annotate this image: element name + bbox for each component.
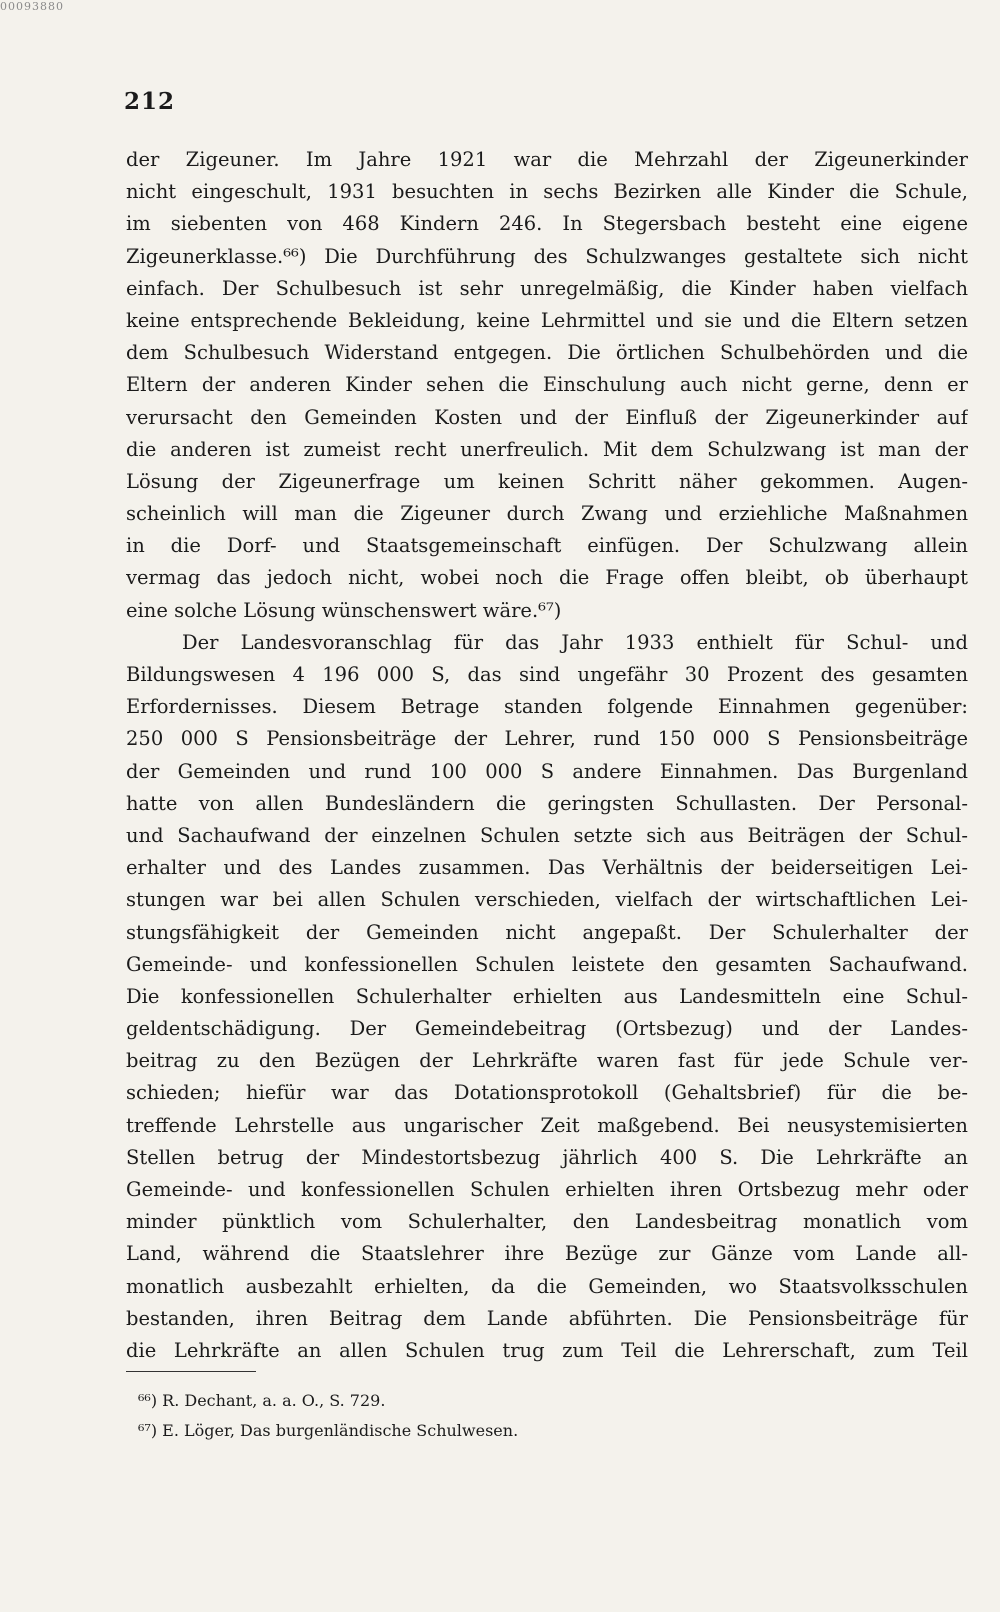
text-line: dem Schulbesuch Widerstand entgegen. Die örtlichen Schulbehörden und die — [126, 341, 968, 365]
text-line: 250 000 S Pensionsbeiträge der Lehrer, rund 150 000 S Pensionsbeiträge — [126, 727, 968, 751]
text-line: schieden; hiefür war das Dotationsprotokoll (Gehaltsbrief) für die be- — [126, 1081, 968, 1105]
body-text — [126, 144, 968, 1367]
text-line: der Gemeinden und rund 100 000 S andere Einnahmen. Das Burgenland — [126, 759, 968, 783]
text-line: stungsfähigkeit der Gemeinden nicht angepaßt. Der Schulerhalter der — [126, 920, 968, 944]
text-line: Die konfessionellen Schulerhalter erhielten aus Landesmitteln eine Schul- — [126, 984, 968, 1008]
text-line: minder pünktlich vom Schulerhalter, den Landesbeitrag monatlich vom — [126, 1210, 968, 1234]
text-line: nicht eingeschult, 1931 besuchten in sechs Bezirken alle Kinder die Schule, — [126, 180, 968, 204]
text-line: Bildungswesen 4 196 000 S, das sind ungefähr 30 Prozent des gesamten — [126, 663, 968, 686]
text-line: im siebenten von 468 Kindern 246. In Stegersbach besteht eine eigene — [126, 212, 968, 236]
text-line: Eltern der anderen Kinder sehen die Einschulung auch nicht gerne, denn er — [126, 373, 968, 397]
text-line: der Zigeuner. Im Jahre 1921 war die Mehrzahl der Zigeunerkinder — [126, 148, 968, 171]
text-line: stungen war bei allen Schulen verschieden, vielfach der wirtschaftlichen Lei- — [126, 888, 968, 912]
footnote: ⁶⁷) E. Löger, Das burgenländische Schulwesen. — [138, 1421, 519, 1440]
text-line: keine entsprechende Bekleidung, keine Lehrmittel und sie und die Eltern setzen — [126, 308, 968, 332]
footnotes — [138, 1386, 838, 1446]
text-line: einfach. Der Schulbesuch ist sehr unregelmäßig, die Kinder haben vielfach — [126, 276, 968, 300]
footnote-divider — [126, 1371, 256, 1372]
text-line: verursacht den Gemeinden Kosten und der Einfluß der Zigeunerkinder auf — [126, 405, 968, 429]
text-line: erhalter und des Landes zusammen. Das Verhältnis der beiderseitigen Lei- — [126, 856, 968, 880]
page-number: 212 — [124, 88, 176, 115]
text-line: vermag das jedoch nicht, wobei noch die Frage offen bleibt, ob überhaupt — [126, 566, 968, 590]
text-line: die Lehrkräfte an allen Schulen trug zum Teil die Lehrerschaft, zum Teil — [126, 1338, 968, 1362]
text-line: die anderen ist zumeist recht unerfreulich. Mit dem Schulzwang ist man der — [126, 437, 968, 461]
text-line: Der Landesvoranschlag für das Jahr 1933 enthielt für Schul- und — [182, 630, 968, 654]
text-line: Gemeinde- und konfessionellen Schulen erhielten ihren Ortsbezug mehr oder — [126, 1178, 968, 1201]
text-line: hatte von allen Bundesländern die geringsten Schullasten. Der Personal- — [126, 791, 968, 815]
text-line: Lösung der Zigeunerfrage um keinen Schritt näher gekommen. Augen- — [126, 469, 968, 493]
footnote: ⁶⁶) R. Dechant, a. a. O., S. 729. — [138, 1391, 386, 1410]
text-line: Zigeunerklasse.⁶⁶) Die Durchführung des Schulzwanges gestaltete sich nicht — [126, 244, 968, 268]
text-line: geldentschädigung. Der Gemeindebeitrag (Ortsbezug) und der Landes- — [126, 1017, 968, 1041]
scan-id-mark: 00093880 — [0, 0, 64, 13]
text-line: beitrag zu den Bezügen der Lehrkräfte waren fast für jede Schule ver- — [126, 1049, 968, 1073]
text-line: scheinlich will man die Zigeuner durch Zwang und erziehliche Maßnahmen — [126, 502, 968, 526]
text-line: monatlich ausbezahlt erhielten, da die Gemeinden, wo Staatsvolksschulen — [126, 1274, 968, 1298]
text-line: Stellen betrug der Mindestortsbezug jährlich 400 S. Die Lehrkräfte an — [126, 1145, 968, 1169]
text-line: Erfordernisses. Diesem Betrage standen folgende Einnahmen gegenüber: — [126, 695, 968, 719]
text-line: Land, während die Staatslehrer ihre Bezüge zur Gänze vom Lande all- — [126, 1242, 968, 1266]
text-line: in die Dorf- und Staatsgemeinschaft einfügen. Der Schulzwang allein — [126, 534, 968, 558]
text-line: und Sachaufwand der einzelnen Schulen setzte sich aus Beiträgen der Schul- — [126, 823, 968, 847]
text-line: eine solche Lösung wünschenswert wäre.⁶⁷) — [126, 598, 562, 622]
text-line: Gemeinde- und konfessionellen Schulen leistete den gesamten Sachaufwand. — [126, 952, 968, 976]
text-line: treffende Lehrstelle aus ungarischer Zeit maßgebend. Bei neusystemisierten — [126, 1113, 968, 1137]
text-line: bestanden, ihren Beitrag dem Lande abführten. Die Pensionsbeiträge für — [126, 1306, 968, 1330]
